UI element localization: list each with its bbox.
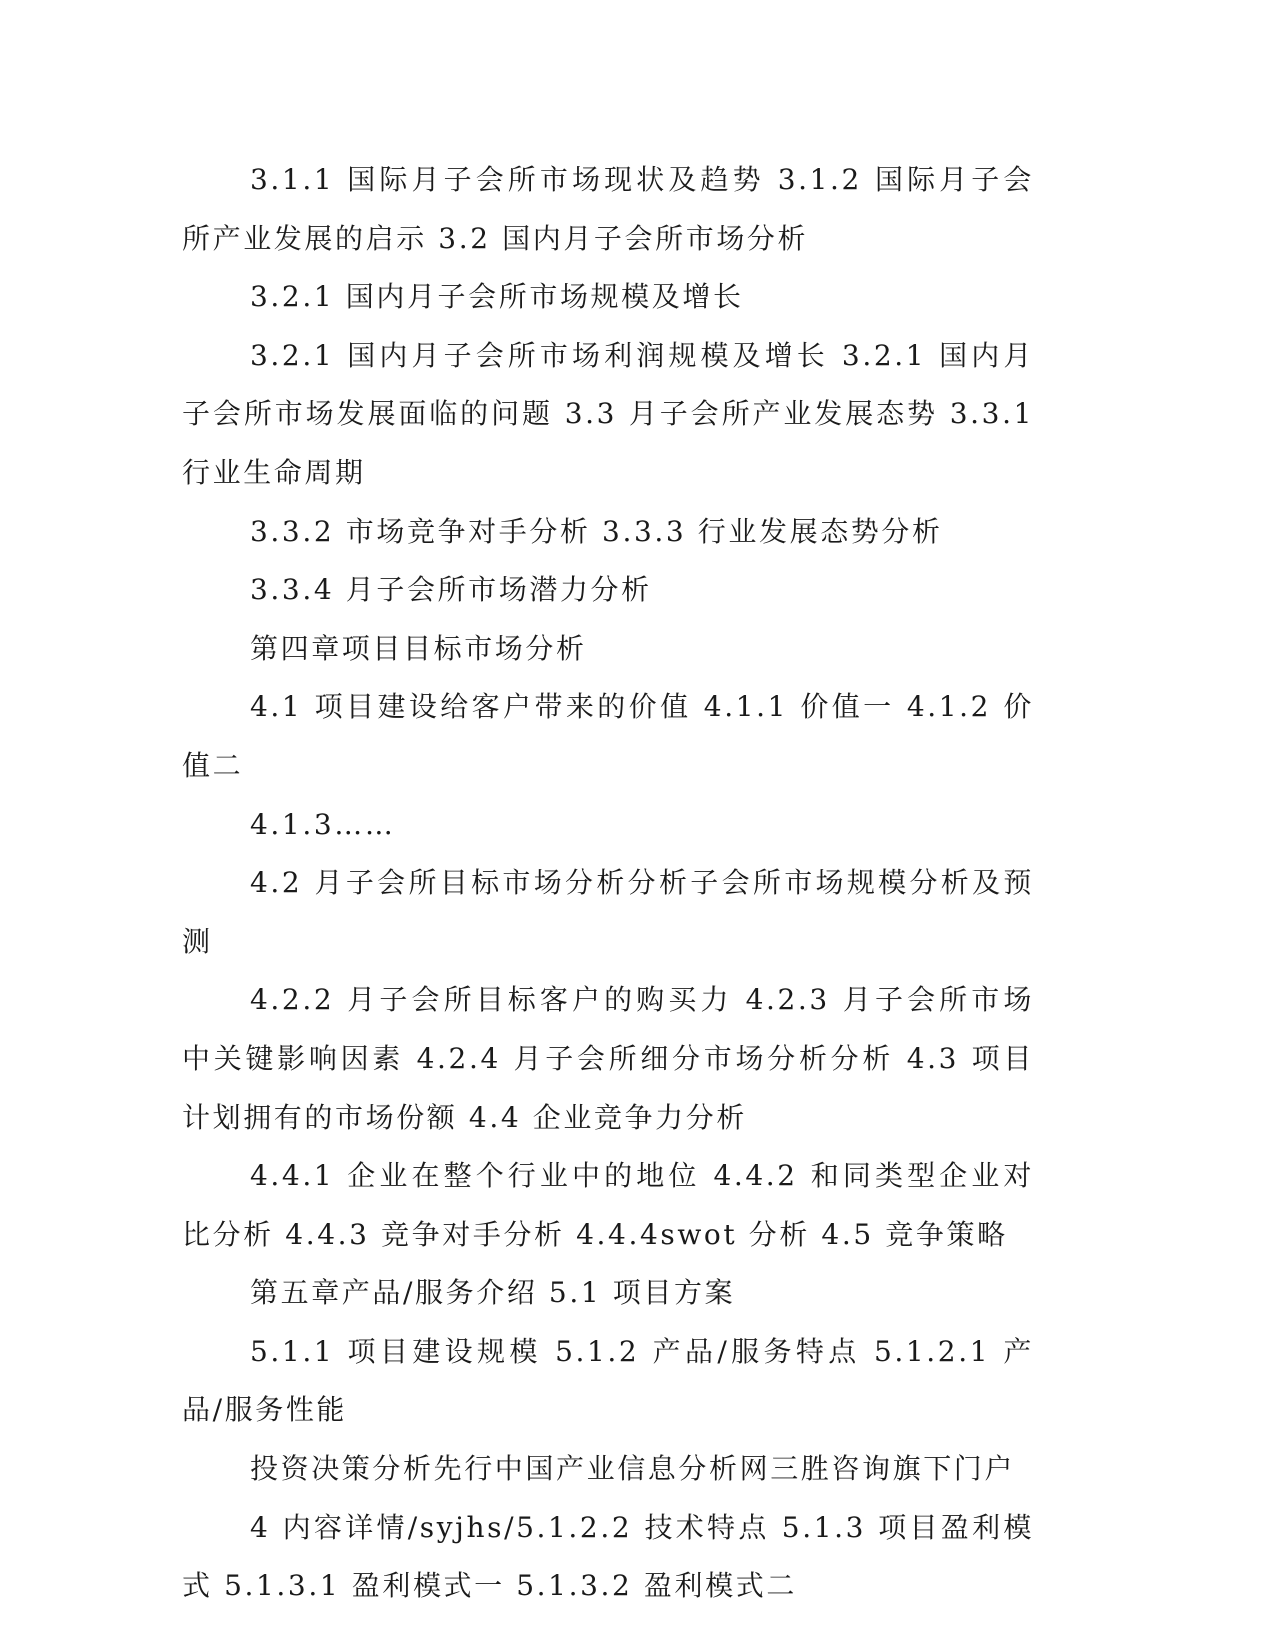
paragraph-3-2-1-scale: 3.2.1 国内月子会所市场规模及增长 bbox=[250, 280, 744, 314]
paragraph-3-3-2: 3.3.2 市场竞争对手分析 3.3.3 行业发展态势分析 bbox=[250, 514, 943, 548]
chapter-5-heading: 第五章产品/服务介绍 5.1 项目方案 bbox=[250, 1276, 736, 1310]
paragraph-4-2-2: 4.2.2 月子会所目标客户的购买力 4.2.3 月子会所市场中关键影响因素 4.2.4 月子会所细分市场分析分析 4.3 项目计划拥有的市场份额 4.4 企业竞争力分析 bbox=[182, 983, 1034, 1134]
paragraph-3-3-4: 3.3.4 月子会所市场潜力分析 bbox=[250, 573, 652, 607]
paragraph-4-2: 4.2 月子会所目标市场分析分析子会所市场规模分析及预测 bbox=[182, 866, 1034, 958]
paragraph-5-1-2-2: 4 内容详情/syjhs/5.1.2.2 技术特点 5.1.3 项目盈利模式 5.1.3.1 盈利模式一 5.1.3.2 盈利模式二 bbox=[182, 1510, 1034, 1603]
paragraph-3-1-1: 3.1.1 国际月子会所市场现状及趋势 3.1.2 国际月子会所产业发展的启示 3.2 国内月子会所市场分析 bbox=[182, 163, 1034, 255]
paragraph-3-2-1-profit: 3.2.1 国内月子会所市场利润规模及增长 3.2.1 国内月子会所市场发展面临的问题 3.3 月子会所产业发展态势 3.3.1 行业生命周期 bbox=[182, 338, 1034, 489]
paragraph-4-1: 4.1 项目建设给客户带来的价值 4.1.1 价值一 4.1.2 价值二 bbox=[182, 690, 1034, 782]
paragraph-4-1-3: 4.1.3…… bbox=[250, 807, 396, 841]
chapter-4-heading: 第四章项目目标市场分析 bbox=[250, 631, 587, 665]
paragraph-5-1-1: 5.1.1 项目建设规模 5.1.2 产品/服务特点 5.1.2.1 产品/服务性能 bbox=[182, 1334, 1034, 1427]
paragraph-portal-note: 投资决策分析先行中国产业信息分析网三胜咨询旗下门户 bbox=[250, 1452, 1016, 1486]
paragraph-4-4-1: 4.4.1 企业在整个行业中的地位 4.4.2 和同类型企业对比分析 4.4.3 竞争对手分析 4.4.4swot 分析 4.5 竞争策略 bbox=[182, 1159, 1034, 1251]
document-body bbox=[182, 151, 1034, 1616]
